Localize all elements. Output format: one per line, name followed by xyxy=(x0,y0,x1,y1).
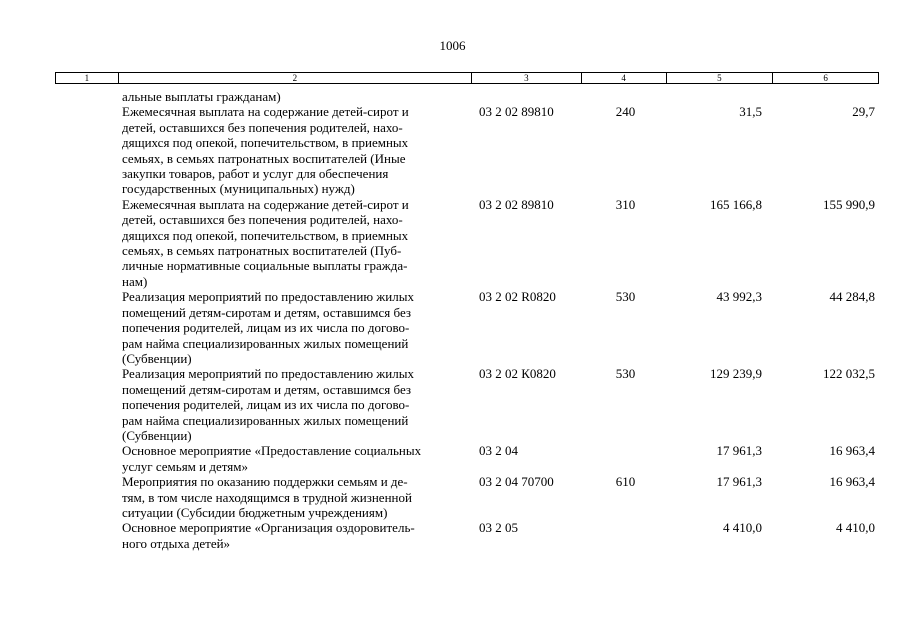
table-row xyxy=(55,289,879,366)
row-value-6: 44 284,8 xyxy=(829,289,875,305)
table-row xyxy=(55,104,879,196)
description-line: рам найма специализированных жилых помещений xyxy=(122,335,409,351)
description-line: тям, в том числе находящимся в трудной жизненной xyxy=(122,489,412,505)
description-line: ситуации (Субсидии бюджетным учреждениям) xyxy=(122,504,388,520)
description-line: помещений детям-сиротам и детям, оставшимся без xyxy=(122,381,412,397)
header-col-4: 4 xyxy=(582,73,667,83)
description-line: дящихся под опекой, попечительством, в приемных xyxy=(122,227,409,243)
description-line: Мероприятия по оказанию поддержки семьям и де- xyxy=(122,474,408,490)
description-line: Ежемесячная выплата на содержание детей-сирот и xyxy=(122,196,409,212)
row-num-cell xyxy=(55,104,118,196)
row-description xyxy=(118,197,472,289)
row-value-5: 31,5 xyxy=(739,104,762,120)
row-value-6: 122 032,5 xyxy=(823,366,875,382)
description-line: попечения родителей, лицам из их числа по догово- xyxy=(122,397,410,413)
row-kind xyxy=(582,89,667,104)
table-row xyxy=(55,520,879,551)
description-line: попечения родителей, лицам из их числа по догово- xyxy=(122,320,410,336)
table-row xyxy=(55,366,879,443)
row-num-cell xyxy=(55,520,118,551)
table-row xyxy=(55,443,879,474)
row-num-cell xyxy=(55,89,118,104)
description-line: помещений детям-сиротам и детям, оставшимся без xyxy=(122,304,412,320)
row-num-cell xyxy=(55,197,118,289)
header-col-2: 2 xyxy=(119,73,472,83)
table-row xyxy=(55,197,879,289)
row-value-5: 129 239,9 xyxy=(710,366,762,382)
row-description xyxy=(118,474,472,520)
row-description xyxy=(118,289,472,366)
row-kind xyxy=(582,443,667,474)
row-value-5: 165 166,8 xyxy=(710,196,762,212)
row-num-cell xyxy=(55,443,118,474)
header-col-5: 5 xyxy=(667,73,774,83)
row-description xyxy=(118,520,472,551)
row-code: 03 2 02 89810 xyxy=(479,104,554,120)
header-col-1: 1 xyxy=(56,73,119,83)
row-num-cell xyxy=(55,289,118,366)
description-line: (Субвенции) xyxy=(122,427,192,443)
description-line: Основное мероприятие «Организация оздоровитель- xyxy=(122,520,415,536)
description-line: семьях, в семьях патронатных воспитателей (Пуб- xyxy=(122,243,402,259)
row-code: 03 2 02 К0820 xyxy=(479,366,556,382)
row-value-6 xyxy=(774,89,879,104)
row-value-6: 4 410,0 xyxy=(836,520,875,536)
row-kind: 310 xyxy=(615,196,636,212)
table-header xyxy=(55,72,879,84)
description-line: ного отдыха детей» xyxy=(122,535,231,551)
table-body xyxy=(55,89,879,551)
description-line: Реализация мероприятий по предоставлению жилых xyxy=(122,366,414,382)
row-description xyxy=(118,366,472,443)
row-value-6: 29,7 xyxy=(852,104,875,120)
row-description xyxy=(118,443,472,474)
row-kind xyxy=(582,520,667,551)
table-row xyxy=(55,474,879,520)
row-value-5: 4 410,0 xyxy=(723,520,762,536)
description-line: Ежемесячная выплата на содержание детей-сирот и xyxy=(122,104,409,120)
row-code: 03 2 02 89810 xyxy=(479,196,554,212)
description-line: Основное мероприятие «Предоставление социальных xyxy=(122,443,422,459)
row-value-6: 16 963,4 xyxy=(829,443,875,459)
description-line: дящихся под опекой, попечительством, в приемных xyxy=(122,135,409,151)
row-kind: 530 xyxy=(615,289,636,305)
description-line: альные выплаты гражданам) xyxy=(122,89,281,104)
row-value-5: 17 961,3 xyxy=(716,474,762,490)
page-number: 1006 xyxy=(439,38,466,53)
row-kind: 610 xyxy=(615,474,636,490)
description-line: услуг семьям и детям» xyxy=(122,458,248,474)
header-col-6: 6 xyxy=(823,73,828,83)
row-code: 03 2 04 70700 xyxy=(479,474,554,490)
row-code xyxy=(472,89,582,104)
row-code: 03 2 04 xyxy=(479,443,518,459)
row-code: 03 2 05 xyxy=(479,520,518,536)
row-value-6: 155 990,9 xyxy=(823,196,875,212)
row-num-cell xyxy=(55,474,118,520)
description-line: нам) xyxy=(122,273,148,289)
description-line: (Субвенции) xyxy=(122,350,192,366)
row-num-cell xyxy=(55,366,118,443)
header-col-3: 3 xyxy=(472,73,582,83)
description-line: детей, оставшихся без попечения родителей, нахо- xyxy=(122,119,403,135)
row-description xyxy=(118,104,472,196)
row-value-5 xyxy=(667,89,774,104)
description-line: Реализация мероприятий по предоставлению жилых xyxy=(122,289,414,305)
table-row xyxy=(55,89,879,104)
row-description xyxy=(118,89,472,104)
row-value-6: 16 963,4 xyxy=(829,474,875,490)
description-line: семьях, в семьях патронатных воспитателей (Иные xyxy=(122,150,406,166)
description-line: государственных (муниципальных) нужд) xyxy=(122,181,355,197)
description-line: детей, оставшихся без попечения родителей, нахо- xyxy=(122,212,403,228)
row-kind: 240 xyxy=(615,104,636,120)
description-line: рам найма специализированных жилых помещений xyxy=(122,412,409,428)
row-value-5: 17 961,3 xyxy=(716,443,762,459)
row-value-5: 43 992,3 xyxy=(716,289,762,305)
row-code: 03 2 02 R0820 xyxy=(479,289,556,305)
description-line: закупки товаров, работ и услуг для обеспечения xyxy=(122,166,389,182)
row-kind: 530 xyxy=(615,366,636,382)
description-line: личные нормативные социальные выплаты гражда- xyxy=(122,258,408,274)
